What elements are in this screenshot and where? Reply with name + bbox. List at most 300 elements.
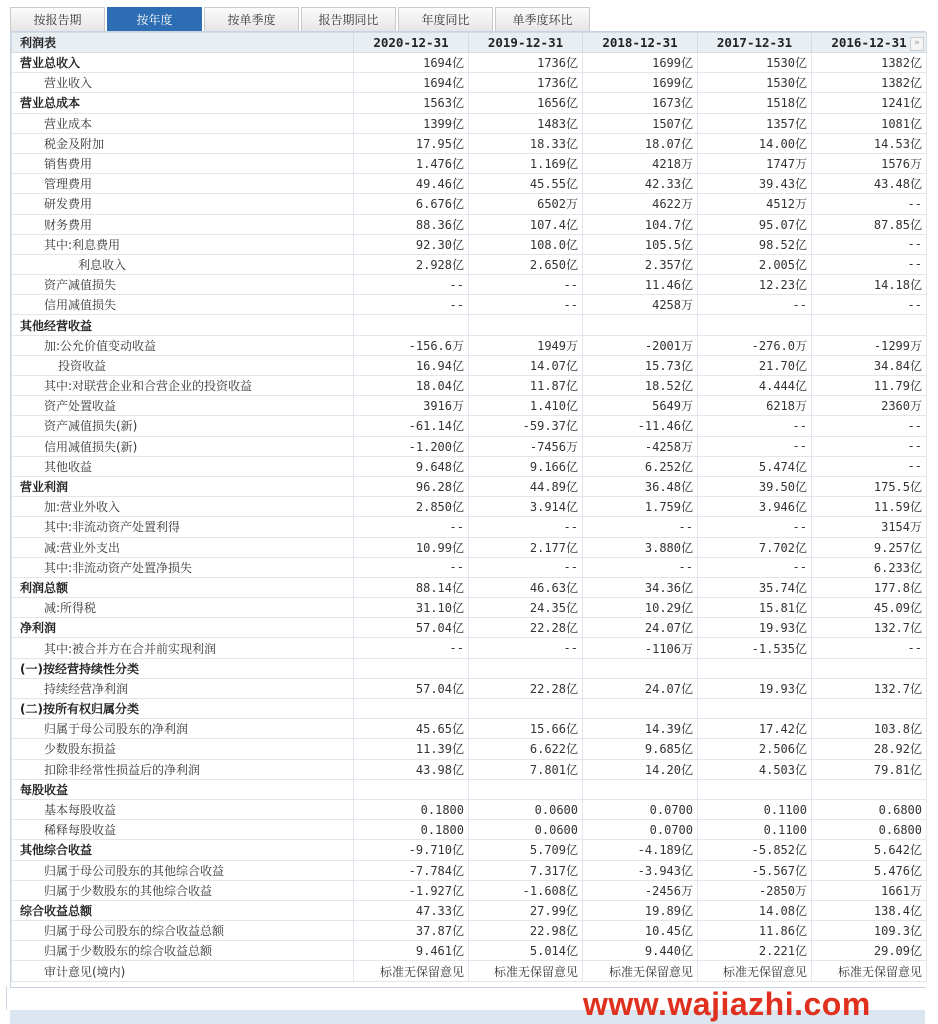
cell-value: 4.444亿 [698,376,812,396]
row-label: 归属于母公司股东的其他综合收益 [12,860,354,880]
cell-value: 9.166亿 [469,456,583,476]
table-row [12,699,927,719]
cell-value: 45.55亿 [469,174,583,194]
cell-value [469,315,583,335]
cell-value: -- [354,275,469,295]
cell-value: 1399亿 [354,113,469,133]
cell-value: -1.927亿 [354,880,469,900]
cell-value: 3.880亿 [583,537,698,557]
row-label: 财务费用 [12,214,354,234]
cell-value: 7.317亿 [469,860,583,880]
cell-value: 36.48亿 [583,476,698,496]
cell-value: -- [583,557,698,577]
table-row [12,93,927,113]
table-row [12,153,927,173]
table-row [12,275,927,295]
table-row [12,456,927,476]
row-label: 每股收益 [12,779,354,799]
row-label: 其中:非流动资产处置利得 [12,517,354,537]
row-label: 营业总收入 [12,53,354,73]
row-label: 持续经营净利润 [12,678,354,698]
cell-value: 1382亿 [812,73,927,93]
cell-value: 37.87亿 [354,921,469,941]
cell-value: 95.07亿 [698,214,812,234]
cell-value: 3.914亿 [469,497,583,517]
cell-value: 45.65亿 [354,719,469,739]
cell-value [812,699,927,719]
cell-value: -59.37亿 [469,416,583,436]
table-row [12,416,927,436]
cell-value: 1382亿 [812,53,927,73]
table-row [12,739,927,759]
cell-value: 1241亿 [812,93,927,113]
row-label: 营业收入 [12,73,354,93]
table-header-row [12,33,927,53]
cell-value: 19.89亿 [583,900,698,920]
cell-value: 17.42亿 [698,719,812,739]
cell-value: 0.1800 [354,799,469,819]
cell-value: 5.474亿 [698,456,812,476]
cell-value: 132.7亿 [812,618,927,638]
cell-value: 2.650亿 [469,254,583,274]
table-row [12,174,927,194]
cell-value: 0.6800 [812,820,927,840]
row-label: 加:公允价值变动收益 [12,335,354,355]
cell-value: 15.81亿 [698,598,812,618]
cell-value [812,779,927,799]
cell-value: 138.4亿 [812,900,927,920]
cell-value: 6.676亿 [354,194,469,214]
cell-value: -1.535亿 [698,638,812,658]
cell-value: 109.3亿 [812,921,927,941]
cell-value: 39.43亿 [698,174,812,194]
cell-value [354,699,469,719]
cell-value: -- [469,517,583,537]
cell-value: -- [469,638,583,658]
cell-value: 9.648亿 [354,456,469,476]
table-row [12,779,927,799]
row-label: 营业利润 [12,476,354,496]
cell-value: 1949万 [469,335,583,355]
cell-value: 79.81亿 [812,759,927,779]
tab-0[interactable]: 按报告期 [10,7,105,31]
cell-value: 0.1100 [698,820,812,840]
cell-value: 9.440亿 [583,941,698,961]
cell-value: 15.66亿 [469,719,583,739]
cell-value: 4.503亿 [698,759,812,779]
table-row [12,194,927,214]
column-header-date[interactable]: 2018-12-31 [583,33,698,53]
cell-value [354,315,469,335]
cell-value: 1673亿 [583,93,698,113]
row-label: 加:营业外收入 [12,497,354,517]
cell-value: 1694亿 [354,53,469,73]
row-label: 其中:非流动资产处置净损失 [12,557,354,577]
cell-value: 11.46亿 [583,275,698,295]
cell-value: 87.85亿 [812,214,927,234]
row-label: 减:营业外支出 [12,537,354,557]
watermark-text: www.wajiazhi.com [583,986,871,1022]
column-header-date[interactable]: 2019-12-31 [469,33,583,53]
cell-value: 17.95亿 [354,133,469,153]
cell-value: -1.608亿 [469,880,583,900]
cell-value: -- [698,416,812,436]
cell-value: 19.93亿 [698,618,812,638]
cell-value: 2.221亿 [698,941,812,961]
row-label: 资产处置收益 [12,396,354,416]
cell-value [812,658,927,678]
cell-value: -1.200亿 [354,436,469,456]
cell-value: 105.5亿 [583,234,698,254]
cell-value: 5649万 [583,396,698,416]
cell-value: 9.257亿 [812,537,927,557]
cell-value: -- [812,436,927,456]
cell-value: 5.476亿 [812,860,927,880]
cell-value: -- [812,638,927,658]
cell-value: 18.33亿 [469,133,583,153]
cell-value: 3154万 [812,517,927,537]
table-row [12,658,927,678]
cell-value: 18.07亿 [583,133,698,153]
row-label: 其他经营收益 [12,315,354,335]
cell-value: -- [812,295,927,315]
cell-value: 47.33亿 [354,900,469,920]
row-label: 其中:对联营企业和合营企业的投资收益 [12,376,354,396]
cell-value: 2.928亿 [354,254,469,274]
cell-value: 14.53亿 [812,133,927,153]
cell-value [698,779,812,799]
cell-value: 9.685亿 [583,739,698,759]
cell-value: 7.801亿 [469,759,583,779]
cell-value: 1699亿 [583,73,698,93]
cell-value [583,315,698,335]
tab-4[interactable]: 年度同比 [398,7,493,31]
cell-value: 4218万 [583,153,698,173]
table-row [12,880,927,900]
row-label: 净利润 [12,618,354,638]
row-label: 归属于少数股东的其他综合收益 [12,880,354,900]
table-row [12,234,927,254]
cell-value: 49.46亿 [354,174,469,194]
cell-value: 11.87亿 [469,376,583,396]
cell-value: 1576万 [812,153,927,173]
cell-value: 16.94亿 [354,355,469,375]
cell-value: 22.28亿 [469,678,583,698]
cell-value: -5.567亿 [698,860,812,880]
table-row [12,73,927,93]
row-label: 信用减值损失 [12,295,354,315]
cell-value: 14.18亿 [812,275,927,295]
divider [6,986,7,1010]
row-label: (一)按经营持续性分类 [12,658,354,678]
table-row [12,961,927,981]
cell-value: 10.45亿 [583,921,698,941]
cell-value: 5.014亿 [469,941,583,961]
cell-value [698,658,812,678]
cell-value: 92.30亿 [354,234,469,254]
cell-value: 27.99亿 [469,900,583,920]
cell-value: 0.6800 [812,799,927,819]
table-row [12,53,927,73]
cell-value: 标准无保留意见 [698,961,812,981]
table-row [12,577,927,597]
cell-value: 4622万 [583,194,698,214]
row-label: 其中:被合并方在合并前实现利润 [12,638,354,658]
cell-value: 5.642亿 [812,840,927,860]
tab-2[interactable]: 按单季度 [204,7,299,31]
cell-value: 4512万 [698,194,812,214]
table-row [12,315,927,335]
table-row [12,557,927,577]
cell-value: 22.28亿 [469,618,583,638]
row-label: 利息收入 [12,254,354,274]
cell-value: -- [698,517,812,537]
cell-value: -- [812,254,927,274]
cell-value: 11.39亿 [354,739,469,759]
cell-value: 7.702亿 [698,537,812,557]
table-row [12,638,927,658]
cell-value: 43.98亿 [354,759,469,779]
row-label: 销售费用 [12,153,354,173]
row-label: 减:所得税 [12,598,354,618]
cell-value: 3.946亿 [698,497,812,517]
cell-value: 18.04亿 [354,376,469,396]
cell-value: 44.89亿 [469,476,583,496]
cell-value: 10.29亿 [583,598,698,618]
cell-value [583,779,698,799]
cell-value: 14.20亿 [583,759,698,779]
cell-value: 标准无保留意见 [583,961,698,981]
cell-value: 0.0700 [583,820,698,840]
table-row [12,376,927,396]
cell-value: -5.852亿 [698,840,812,860]
cell-value: 43.48亿 [812,174,927,194]
table-row [12,820,927,840]
cell-value: 31.10亿 [354,598,469,618]
cell-value: -9.710亿 [354,840,469,860]
cell-value: 57.04亿 [354,618,469,638]
cell-value: 177.8亿 [812,577,927,597]
table-row [12,396,927,416]
cell-value [698,699,812,719]
cell-value: 4258万 [583,295,698,315]
table-row [12,335,927,355]
cell-value: 11.86亿 [698,921,812,941]
table-row [12,436,927,456]
cell-value: 18.52亿 [583,376,698,396]
table-row [12,517,927,537]
table-row [12,799,927,819]
table-row [12,476,927,496]
table-row [12,860,927,880]
table-row [12,900,927,920]
cell-value: -- [354,557,469,577]
row-label: (二)按所有权归属分类 [12,699,354,719]
cell-value [469,658,583,678]
column-header-date[interactable] [812,33,927,53]
cell-value: 10.99亿 [354,537,469,557]
row-label: 资产减值损失(新) [12,416,354,436]
cell-value: 1530亿 [698,73,812,93]
cell-value: 2.506亿 [698,739,812,759]
cell-value: 14.08亿 [698,900,812,920]
cell-value: 108.0亿 [469,234,583,254]
cell-value: -4258万 [583,436,698,456]
row-label: 营业总成本 [12,93,354,113]
cell-value: -- [698,557,812,577]
cell-value: 107.4亿 [469,214,583,234]
cell-value: 21.70亿 [698,355,812,375]
cell-value: -2850万 [698,880,812,900]
cell-value: 6218万 [698,396,812,416]
cell-value: 0.0600 [469,799,583,819]
cell-value: -2001万 [583,335,698,355]
row-label: 稀释每股收益 [12,820,354,840]
row-label: 综合收益总额 [12,900,354,920]
cell-value [469,779,583,799]
cell-value [469,699,583,719]
cell-value: 1.476亿 [354,153,469,173]
row-label: 研发费用 [12,194,354,214]
cell-value: 1.169亿 [469,153,583,173]
cell-value: 6.233亿 [812,557,927,577]
cell-value: 2.357亿 [583,254,698,274]
cell-value: 1081亿 [812,113,927,133]
cell-value: 1694亿 [354,73,469,93]
cell-value: 0.1800 [354,820,469,840]
cell-value: 1357亿 [698,113,812,133]
cell-value: 29.09亿 [812,941,927,961]
cell-value: 132.7亿 [812,678,927,698]
cell-value: 1.410亿 [469,396,583,416]
row-label: 资产减值损失 [12,275,354,295]
cell-value: -- [354,295,469,315]
cell-value: 6.252亿 [583,456,698,476]
cell-value: -- [698,295,812,315]
row-label: 归属于少数股东的综合收益总额 [12,941,354,961]
cell-value: -156.6万 [354,335,469,355]
table-title: 利润表 [12,33,354,53]
cell-value: 15.73亿 [583,355,698,375]
view-tabs [10,7,592,31]
row-label: 归属于母公司股东的净利润 [12,719,354,739]
cell-value: 2360万 [812,396,927,416]
cell-value: -276.0万 [698,335,812,355]
tab-3[interactable]: 报告期同比 [301,7,396,31]
table-row [12,941,927,961]
cell-value: -- [354,517,469,537]
cell-value: -3.943亿 [583,860,698,880]
cell-value: 1.759亿 [583,497,698,517]
cell-value: -- [469,295,583,315]
cell-value: 88.36亿 [354,214,469,234]
cell-value: 2.177亿 [469,537,583,557]
cell-value: -4.189亿 [583,840,698,860]
cell-value: 6502万 [469,194,583,214]
table-row [12,678,927,698]
column-header-date[interactable]: 2020-12-31 [354,33,469,53]
row-label: 基本每股收益 [12,799,354,819]
cell-value: -- [469,275,583,295]
cell-value: 34.36亿 [583,577,698,597]
cell-value: 标准无保留意见 [812,961,927,981]
cell-value: -61.14亿 [354,416,469,436]
cell-value: 6.622亿 [469,739,583,759]
cell-value: -- [812,194,927,214]
cell-value [354,658,469,678]
cell-value [583,699,698,719]
cell-value: 1530亿 [698,53,812,73]
cell-value: -7456万 [469,436,583,456]
cell-value: 0.0600 [469,820,583,840]
cell-value: 42.33亿 [583,174,698,194]
cell-value: 22.98亿 [469,921,583,941]
cell-value: -2456万 [583,880,698,900]
cell-value: 96.28亿 [354,476,469,496]
cell-value: 39.50亿 [698,476,812,496]
row-label: 其中:利息费用 [12,234,354,254]
cell-value: 98.52亿 [698,234,812,254]
cell-value: 104.7亿 [583,214,698,234]
income-statement-panel [10,31,926,988]
cell-value: 103.8亿 [812,719,927,739]
cell-value: 1563亿 [354,93,469,113]
table-row [12,214,927,234]
cell-value: 11.79亿 [812,376,927,396]
cell-value: -- [469,557,583,577]
cell-value: 1661万 [812,880,927,900]
row-label: 扣除非经常性损益后的净利润 [12,759,354,779]
table-row [12,921,927,941]
tab-5[interactable]: 单季度环比 [495,7,590,31]
column-header-date[interactable]: 2017-12-31 [698,33,812,53]
table-row [12,133,927,153]
cell-value: -1299万 [812,335,927,355]
cell-value: -- [812,416,927,436]
table-row [12,497,927,517]
cell-value: 11.59亿 [812,497,927,517]
row-label: 归属于母公司股东的综合收益总额 [12,921,354,941]
more-columns-icon[interactable]: » [910,37,924,51]
cell-value: -- [812,456,927,476]
cell-value: 3916万 [354,396,469,416]
cell-value: 2.850亿 [354,497,469,517]
table-row [12,719,927,739]
table-row [12,598,927,618]
cell-value: 88.14亿 [354,577,469,597]
cell-value: 28.92亿 [812,739,927,759]
table-row [12,537,927,557]
cell-value [698,315,812,335]
table-row [12,618,927,638]
row-label: 其他综合收益 [12,840,354,860]
row-label: 信用减值损失(新) [12,436,354,456]
tab-1[interactable]: 按年度 [107,7,202,31]
cell-value: 34.84亿 [812,355,927,375]
cell-value: 1518亿 [698,93,812,113]
cell-value: -1106万 [583,638,698,658]
cell-value [583,658,698,678]
row-label: 审计意见(境内) [12,961,354,981]
table-row [12,840,927,860]
cell-value: 标准无保留意见 [354,961,469,981]
row-label: 营业成本 [12,113,354,133]
table-row [12,113,927,133]
cell-value: 1483亿 [469,113,583,133]
cell-value: 175.5亿 [812,476,927,496]
table-row [12,254,927,274]
row-label: 其他收益 [12,456,354,476]
